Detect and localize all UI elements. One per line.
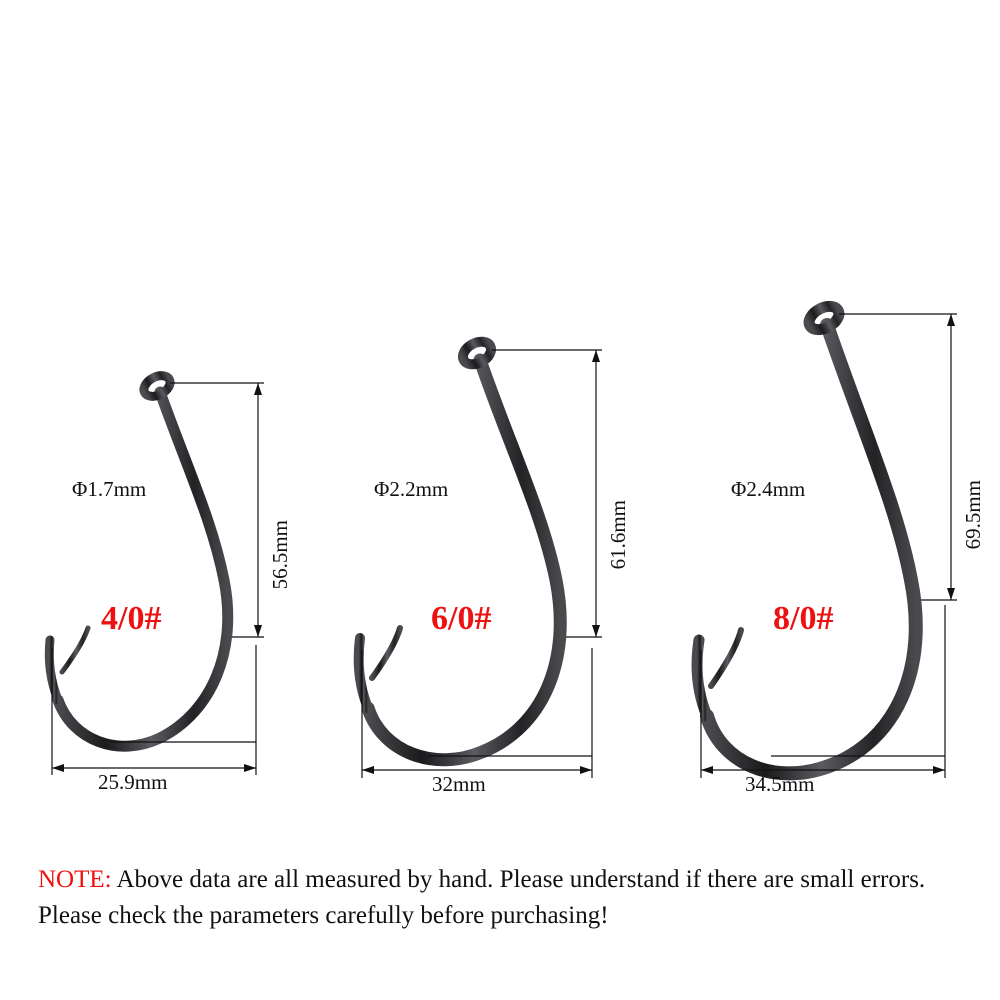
size-label-6-0: 6/0# bbox=[431, 600, 492, 637]
height-label-4-0: 56.5mm bbox=[268, 520, 292, 590]
width-label-4-0: 25.9mm bbox=[98, 770, 168, 794]
note-prefix: NOTE: bbox=[38, 866, 112, 893]
note-body: Above data are all measured by hand. Please understand if there are small errors. Please check the parameters carefully before purchasing! bbox=[38, 866, 926, 929]
hook-figure-8-0 bbox=[645, 0, 1000, 820]
size-label-8-0: 8/0# bbox=[773, 600, 834, 637]
wire-diameter-label-6-0: Φ2.2mm bbox=[374, 477, 449, 501]
width-label-8-0: 34.5mm bbox=[745, 772, 815, 796]
hook-drawing-8-0 bbox=[645, 0, 1000, 820]
hook-figure-4-0 bbox=[0, 0, 330, 820]
hook-figure-6-0 bbox=[310, 0, 650, 820]
size-label-4-0: 4/0# bbox=[101, 600, 162, 637]
width-label-6-0: 32mm bbox=[432, 772, 486, 796]
wire-diameter-label-4-0: Φ1.7mm bbox=[72, 477, 147, 501]
hook-drawing-6-0 bbox=[310, 0, 650, 820]
wire-diameter-label-8-0: Φ2.4mm bbox=[731, 477, 806, 501]
height-label-6-0: 61.6mm bbox=[606, 500, 630, 570]
height-label-8-0: 69.5mm bbox=[961, 480, 985, 550]
note-text bbox=[38, 862, 963, 934]
hook-drawing-4-0 bbox=[0, 0, 330, 820]
